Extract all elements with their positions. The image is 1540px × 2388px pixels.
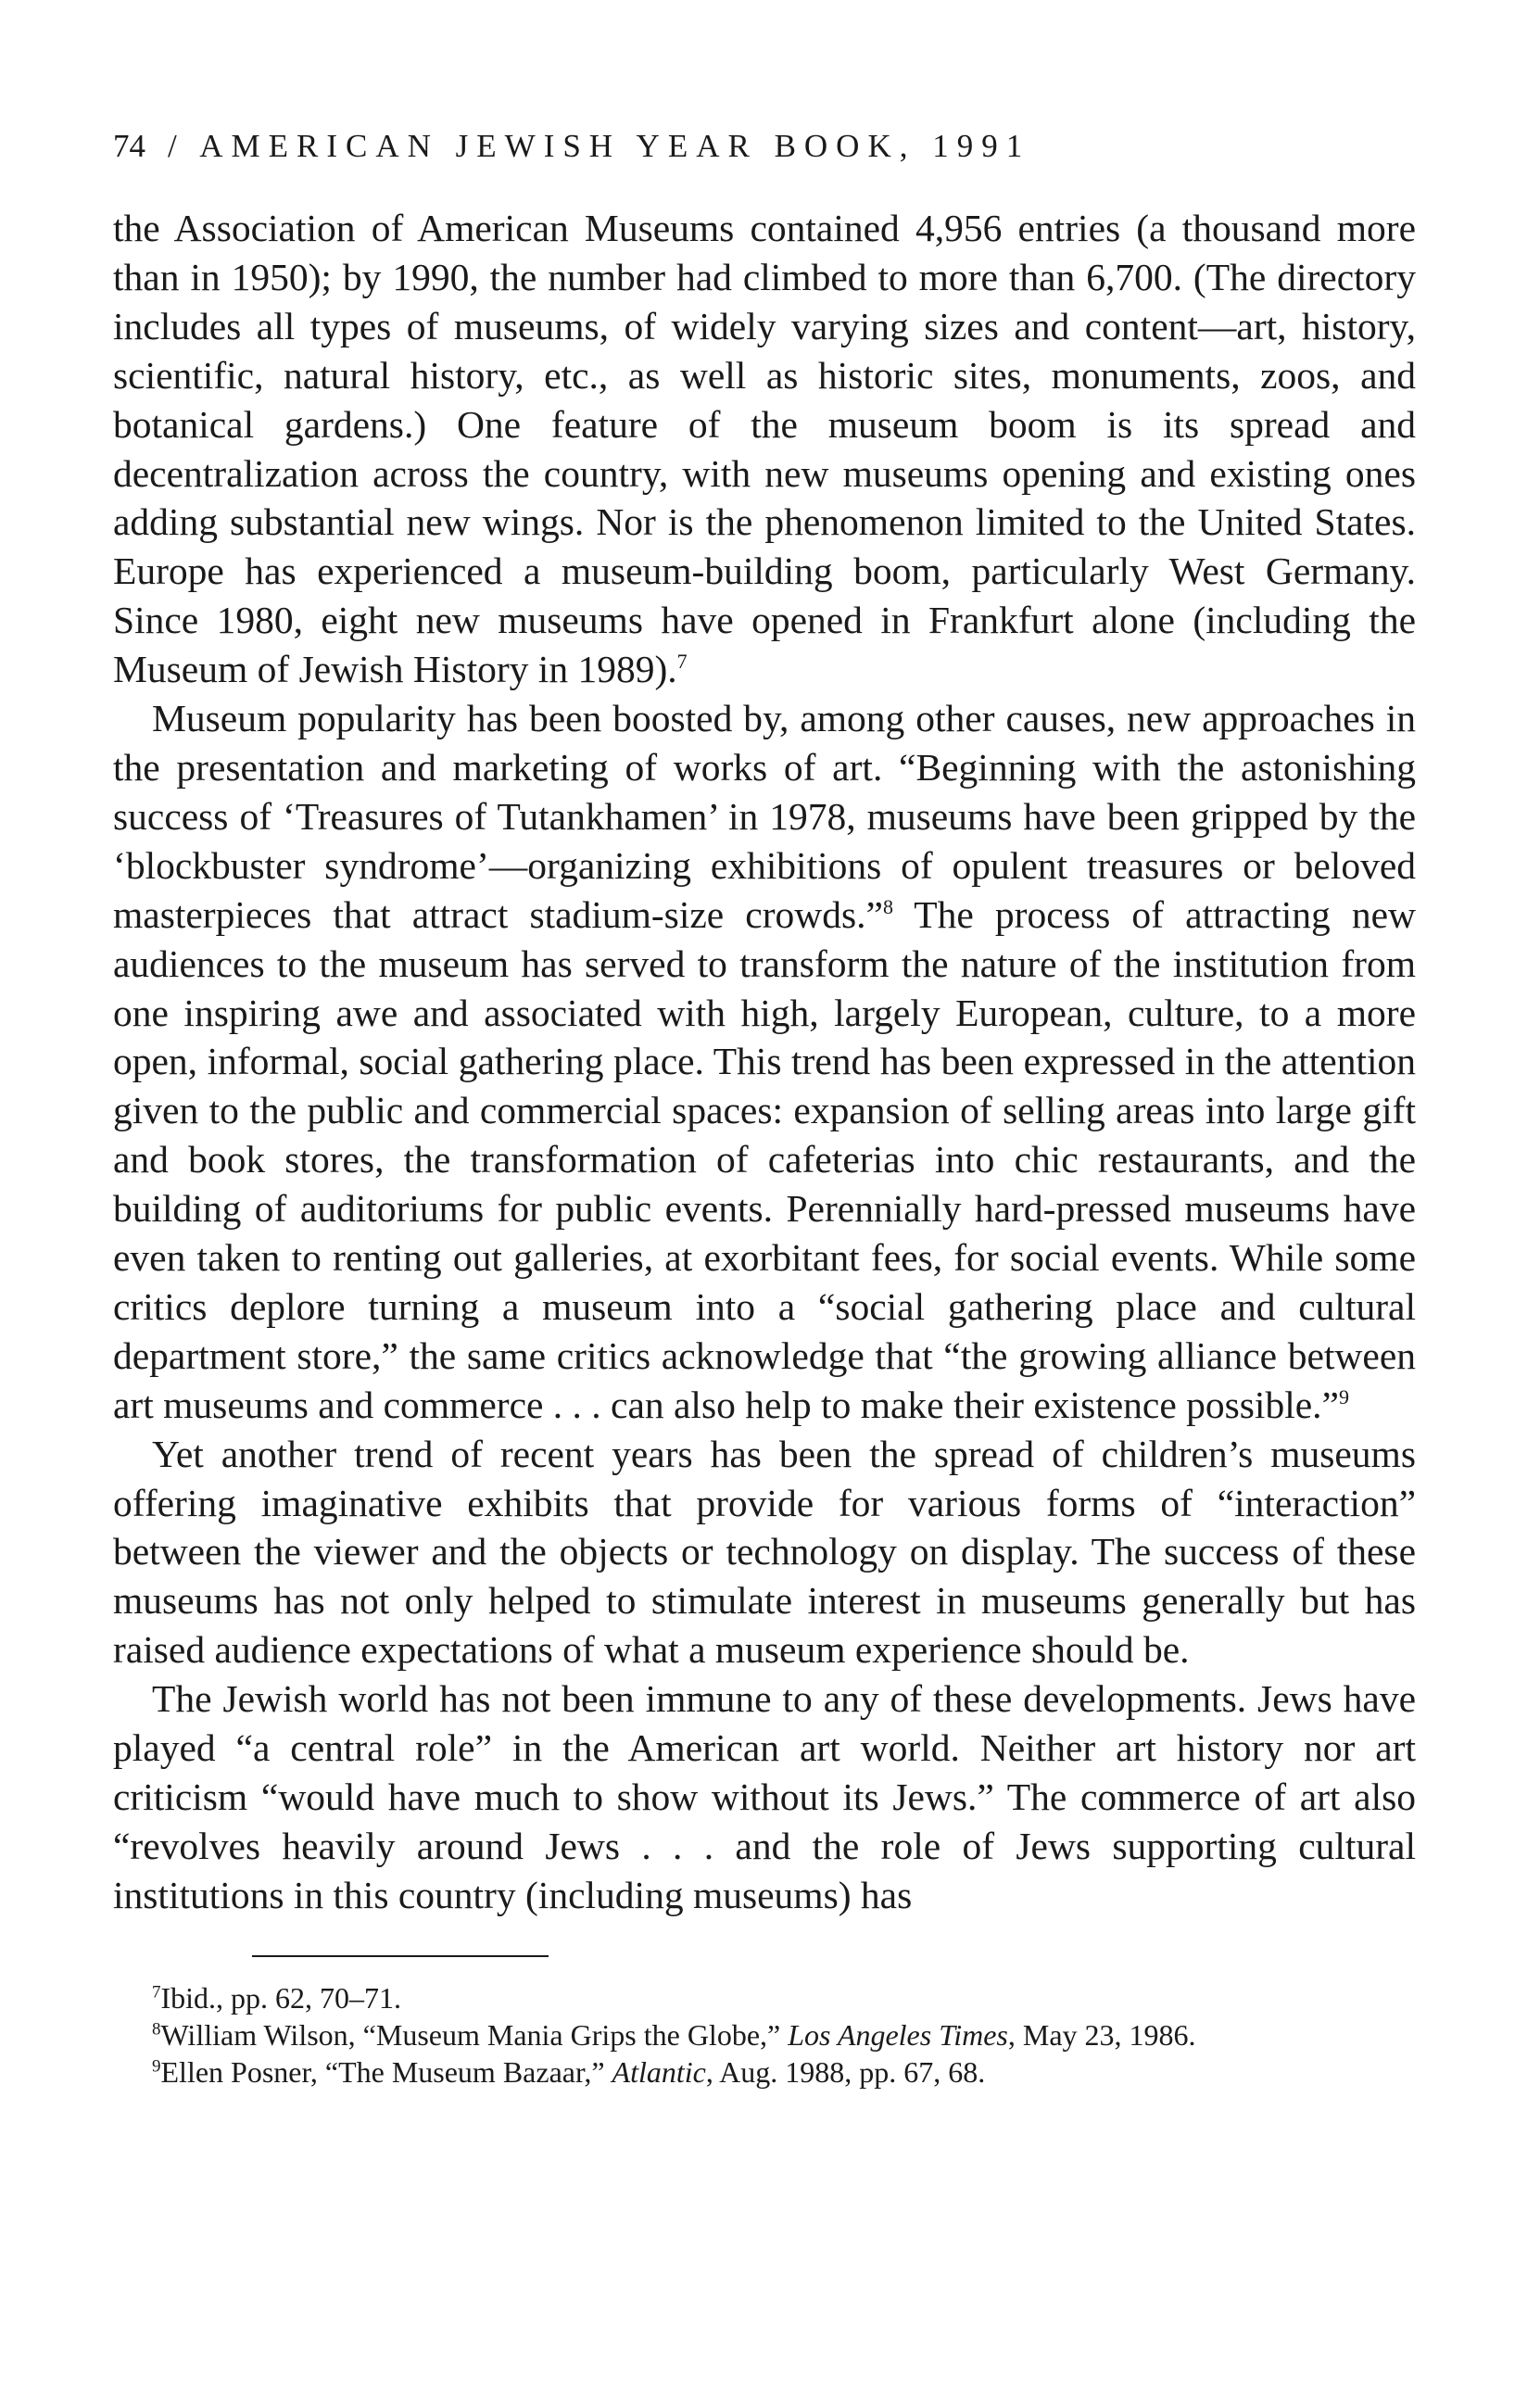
footnotes [113, 1979, 1416, 2091]
footnote-number: 8 [152, 2019, 161, 2040]
footnote-text-after: , May 23, 1986. [1007, 2017, 1196, 2052]
footnote-text: Ibid., pp. 62, 70–71. [160, 1980, 402, 2015]
running-head-separator: / [168, 128, 178, 164]
note-ref-8: 8 [882, 894, 893, 918]
paragraph-1 [113, 204, 1416, 694]
footnote-9 [113, 2053, 1416, 2091]
footnote-7 [113, 1979, 1416, 2016]
footnote-text: William Wilson, “Museum Mania Grips the Globe,” [160, 2017, 789, 2052]
paragraph-text: The Jewish world has not been immune to any of these developments. Jews have played “a central role” in the American art world. Neither art history nor art criticism “would have much to show without its Jews.” The commerce of art also “revolves heavily around Jews . . . and the role of Jews supporting cultural institutions in this country (including museums) has [113, 1677, 1416, 1916]
paragraph-text-continued: The process of attracting new audiences to the museum has served to transform the nature of the institution from one inspiring awe and associated with high, largely European, culture, to a more open, informal, social gathering place. This trend has been expressed in the attention given to the public and commercial spaces: expansion of selling areas into large gift and book stores, the transformation of cafeterias into chic restaurants, and the building of auditoriums for public events. Perennially hard-pressed museums have even taken to renting out galleries, at exorbitant fees, for social events. While some critics deplore turning a museum into a “social gathering place and cultural department store,” the same critics acknowledge that “the growing alliance between art museums and commerce . . . can also help to make their existence possible.” [113, 892, 1416, 1426]
running-head-title: AMERICAN JEWISH YEAR BOOK, 1991 [199, 128, 1031, 164]
footnote-number: 7 [152, 1982, 161, 2003]
footnote-text: Ellen Posner, “The Museum Bazaar,” [160, 2054, 612, 2089]
paragraph-2 [113, 694, 1416, 1430]
footnote-text-after: , Aug. 1988, pp. 67, 68. [705, 2054, 986, 2089]
footnote-divider [252, 1955, 549, 1957]
page-number: 74 [113, 128, 145, 164]
paragraph-text: Yet another trend of recent years has been the spread of children’s museums offering imaginative exhibits that provide for various forms of “interaction” between the viewer and the objects or technology on display. The success of these museums has not only helped to stimulate interest in museums generally but has raised audience expectations of what a museum experience should be. [113, 1432, 1416, 1672]
footnote-publication: Los Angeles Times [788, 2017, 1008, 2052]
book-page [113, 126, 1416, 2091]
paragraph-3 [113, 1430, 1416, 1675]
footnote-publication: Atlantic [612, 2054, 706, 2089]
body-text [113, 204, 1416, 1920]
note-ref-7: 7 [676, 650, 688, 674]
paragraph-text: the Association of American Museums contained 4,956 entries (a thousand more than in 1950); by 1990, the number had climbed to more than 6,700. (The directory includes all types of museums, of widely varying sizes and content—art, history, scientific, natural history, etc., as well as historic sites, monuments, zoos, and botanical gardens.) One feature of the museum boom is its spread and decentralization across the country, with new museums opening and existing ones adding substantial new wings. Nor is the phenomenon limited to the United States. Europe has experienced a museum-building boom, particularly West Germany. Since 1980, eight new museums have opened in Frankfurt alone (including the Museum of Jewish History in 1989). [113, 207, 1416, 691]
footnote-number: 9 [152, 2056, 161, 2077]
paragraph-4 [113, 1674, 1416, 1920]
running-head [113, 126, 1416, 167]
note-ref-9: 9 [1338, 1384, 1349, 1409]
paragraph-text: Museum popularity has been boosted by, among other causes, new approaches in the presentation and marketing of works of art. “Beginning with the astonishing success of ‘Treasures of Tutankhamen’ in 1978, museums have been gripped by the ‘blockbuster syndrome’—organizing exhibitions of opulent treasures or beloved masterpieces that attract stadium-size crowds.” [113, 697, 1416, 936]
footnote-8 [113, 2016, 1416, 2053]
